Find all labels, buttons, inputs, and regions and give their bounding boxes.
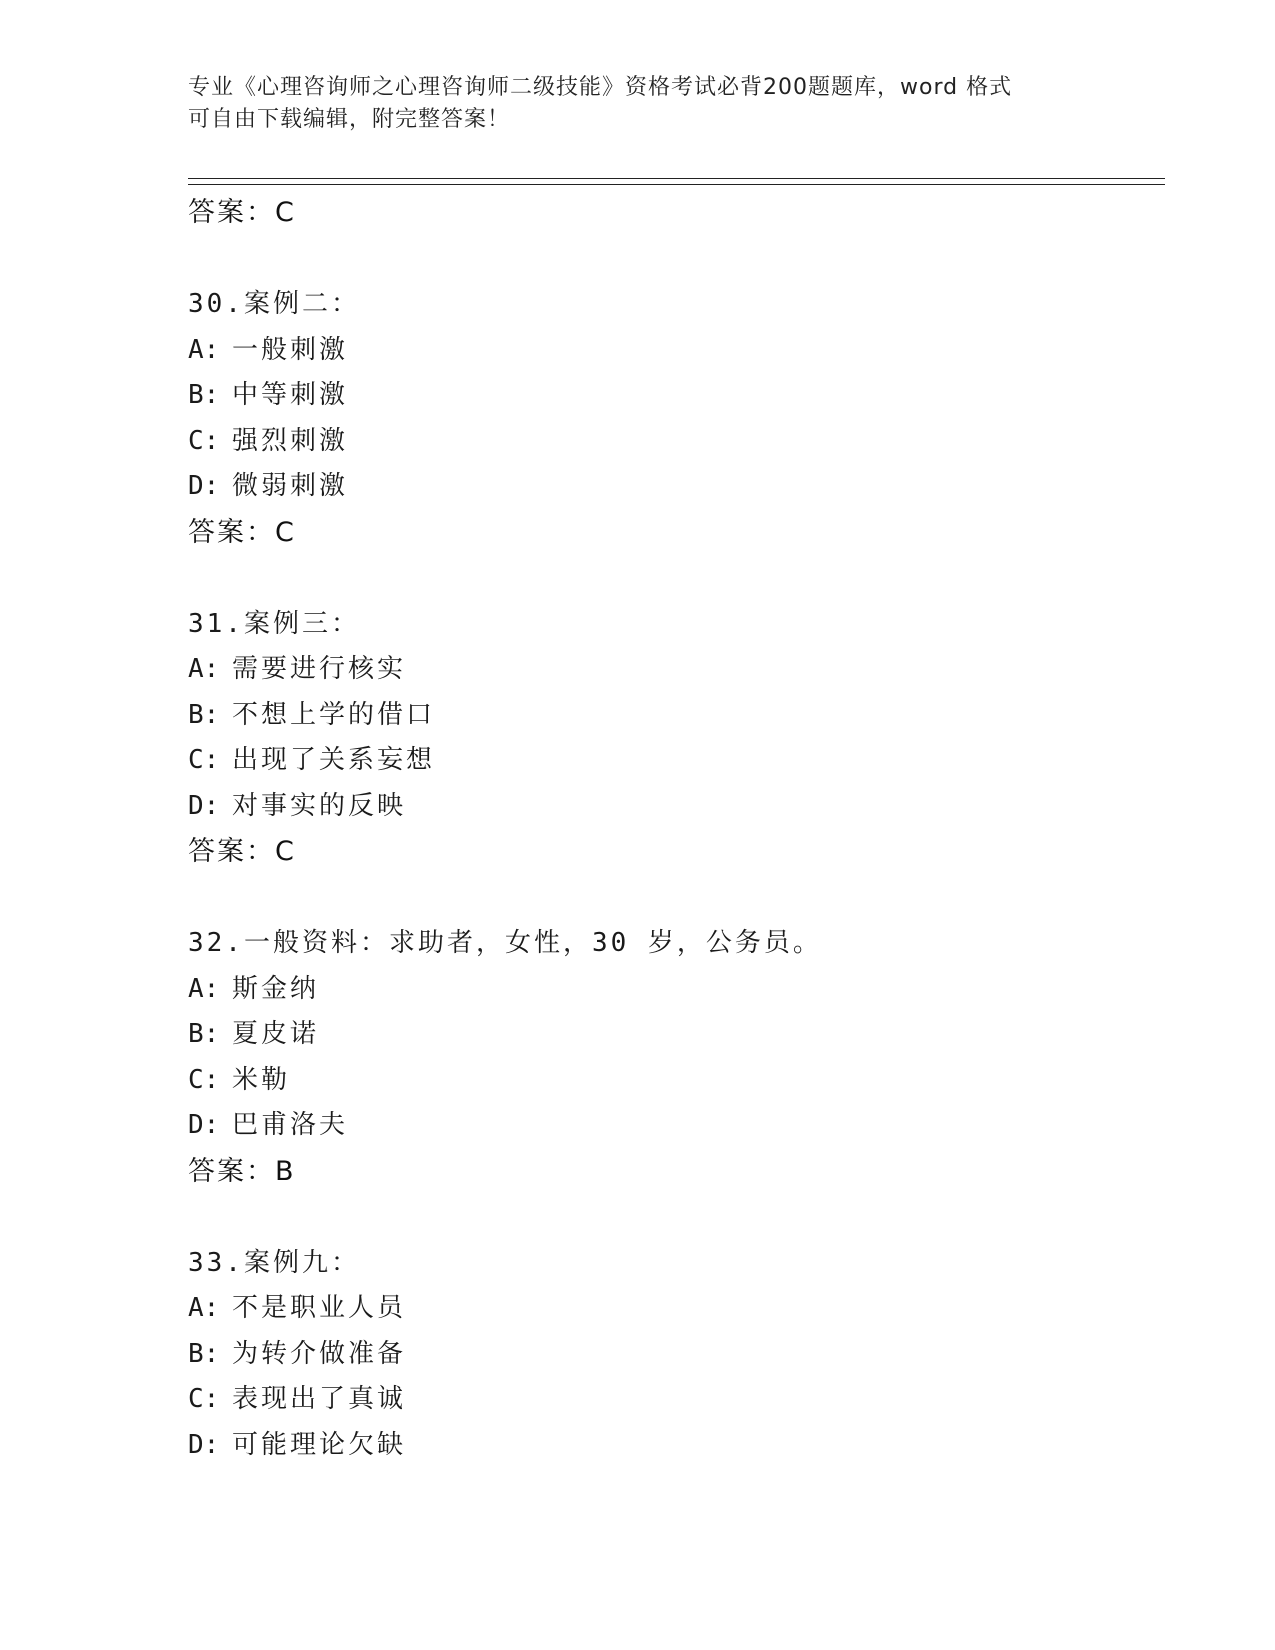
answer-line: 答案：B [188, 1155, 296, 1187]
option-key: D: [188, 1429, 220, 1460]
option-key: D: [188, 790, 220, 821]
option-b [188, 1012, 1148, 1058]
option-a [188, 1286, 1148, 1332]
question-31 [188, 602, 1148, 875]
question-stem: 32.一般资料：求助者，女性，30 岁，公务员。 [188, 928, 822, 958]
option-text: 夏皮诺 [232, 1019, 320, 1049]
option-a [188, 328, 1148, 374]
option-key: C: [188, 745, 220, 775]
header-divider-bottom [188, 184, 1165, 185]
option-text: 需要进行核实 [232, 654, 407, 684]
option-text: 微弱刺激 [232, 471, 349, 501]
header-line-1: 专业《心理咨询师之心理咨询师二级技能》资格考试必背200题题库，word 格式 [188, 75, 1013, 100]
option-key: B: [188, 699, 220, 730]
option-d [188, 784, 1148, 830]
option-d [188, 464, 1148, 510]
option-key: B: [188, 1338, 220, 1369]
question-stem: 30.案例二： [188, 289, 360, 319]
option-text: 出现了关系妄想 [232, 745, 436, 775]
document-header [188, 72, 1088, 136]
option-text: 可能理论欠缺 [232, 1429, 407, 1460]
option-text: 一般刺激 [232, 334, 349, 365]
option-d [188, 1423, 1148, 1469]
option-text: 米勒 [232, 1064, 291, 1095]
option-key: A: [188, 334, 220, 365]
option-b [188, 693, 1148, 739]
option-text: 为转介做准备 [232, 1338, 407, 1369]
option-key: C: [188, 1064, 220, 1095]
question-stem: 33.案例九： [188, 1247, 360, 1278]
option-text: 中等刺激 [232, 380, 349, 410]
option-key: C: [188, 425, 220, 456]
option-key: D: [188, 471, 220, 501]
option-text: 不是职业人员 [232, 1293, 407, 1323]
option-c [188, 738, 1148, 784]
option-key: D: [188, 1110, 220, 1140]
option-text: 斯金纳 [232, 973, 320, 1004]
header-line-2: 可自由下载编辑，附完整答案！ [188, 107, 511, 132]
option-text: 巴甫洛夫 [232, 1110, 349, 1140]
option-c [188, 1058, 1148, 1104]
option-a [188, 967, 1148, 1013]
option-key: A: [188, 654, 220, 684]
question-32 [188, 921, 1148, 1194]
option-c [188, 419, 1148, 465]
option-key: B: [188, 1019, 220, 1049]
question-30 [188, 282, 1148, 555]
option-key: A: [188, 973, 220, 1004]
question-list [188, 190, 1148, 1468]
answer-line: 答案：C [188, 836, 296, 867]
question-33 [188, 1241, 1148, 1469]
option-d [188, 1103, 1148, 1149]
option-key: C: [188, 1384, 220, 1414]
option-text: 不想上学的借口 [232, 699, 436, 730]
option-text: 表现出了真诚 [232, 1384, 407, 1414]
option-text: 强烈刺激 [232, 425, 349, 456]
header-divider-top [188, 178, 1165, 179]
question-stem: 31.案例三： [188, 608, 360, 639]
option-a [188, 647, 1148, 693]
option-key: A: [188, 1293, 220, 1323]
option-b [188, 373, 1148, 419]
answer-line: 答案：C [188, 197, 296, 228]
option-c [188, 1377, 1148, 1423]
answer-line: 答案：C [188, 516, 296, 548]
option-b [188, 1332, 1148, 1378]
option-key: B: [188, 380, 220, 410]
option-text: 对事实的反映 [232, 790, 407, 821]
